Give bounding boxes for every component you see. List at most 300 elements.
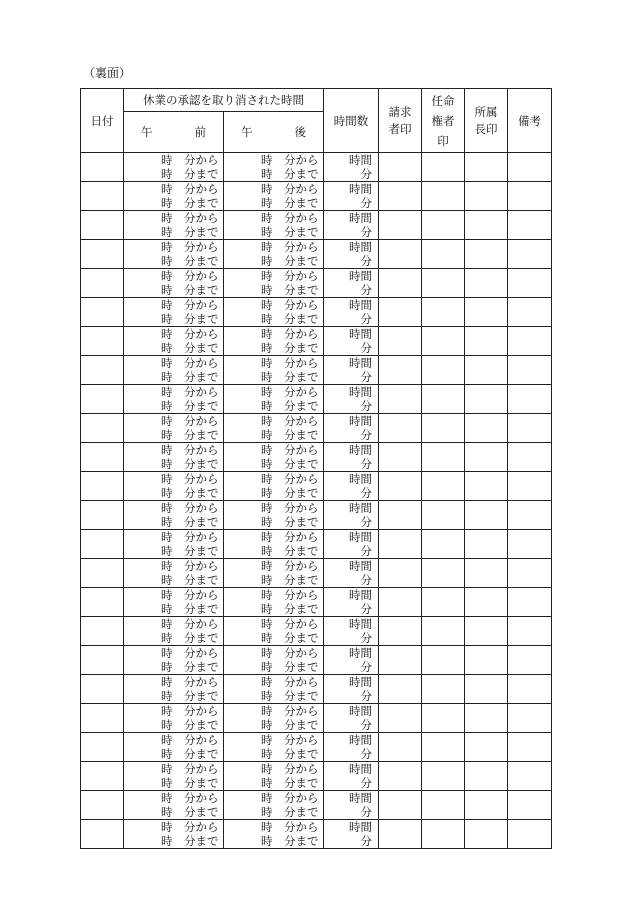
header-pm-char2: 後: [294, 125, 306, 139]
pm-to-hour-label: 時: [261, 515, 273, 529]
am-time-cell[interactable]: [124, 791, 224, 820]
am-time-cell[interactable]: [124, 588, 224, 617]
remarks-cell[interactable]: [508, 646, 552, 675]
am-to-minute-label: 分まで: [184, 805, 219, 819]
date-cell[interactable]: [81, 298, 124, 327]
appointer-seal-cell[interactable]: [422, 617, 465, 646]
hours-cell[interactable]: [324, 530, 379, 559]
table-row: [81, 501, 552, 530]
chief-seal-cell[interactable]: [465, 733, 508, 762]
hours-cell[interactable]: [324, 356, 379, 385]
am-to-hour-label: 時: [161, 225, 173, 239]
appointer-seal-cell[interactable]: [422, 298, 465, 327]
hours-cell[interactable]: [324, 327, 379, 356]
appointer-seal-cell[interactable]: [422, 327, 465, 356]
remarks-cell[interactable]: [508, 414, 552, 443]
am-to-hour-label: 時: [161, 834, 173, 848]
requester-seal-cell[interactable]: [379, 646, 422, 675]
hours-cell[interactable]: [324, 559, 379, 588]
requester-seal-cell[interactable]: [379, 414, 422, 443]
hours-label: 時間: [349, 211, 372, 225]
date-cell[interactable]: [81, 675, 124, 704]
header-appointer-seal: [422, 89, 465, 153]
remarks-cell[interactable]: [508, 182, 552, 211]
requester-seal-cell[interactable]: [379, 240, 422, 269]
remarks-cell[interactable]: [508, 762, 552, 791]
chief-seal-cell[interactable]: [465, 298, 508, 327]
remarks-cell[interactable]: [508, 472, 552, 501]
chief-seal-cell[interactable]: [465, 153, 508, 182]
remarks-cell[interactable]: [508, 675, 552, 704]
date-cell[interactable]: [81, 356, 124, 385]
remarks-cell[interactable]: [508, 501, 552, 530]
am-time-cell[interactable]: [124, 530, 224, 559]
hours-label: 時間: [349, 153, 372, 167]
hours-cell[interactable]: [324, 269, 379, 298]
requester-seal-cell[interactable]: [379, 791, 422, 820]
minutes-label: 分: [360, 718, 372, 732]
appointer-seal-cell[interactable]: [422, 443, 465, 472]
requester-seal-cell[interactable]: [379, 820, 422, 849]
pm-to-minute-label: 分まで: [284, 196, 319, 210]
date-cell[interactable]: [81, 501, 124, 530]
remarks-cell[interactable]: [508, 733, 552, 762]
am-time-cell[interactable]: [124, 675, 224, 704]
leave-cancellation-table: [80, 88, 552, 849]
remarks-cell[interactable]: [508, 443, 552, 472]
pm-from-minute-label: 分から: [284, 298, 319, 312]
pm-time-cell[interactable]: [224, 182, 324, 211]
minutes-label: 分: [360, 254, 372, 268]
pm-from-hour-label: 時: [261, 820, 273, 834]
am-from-minute-label: 分から: [184, 646, 219, 660]
appointer-seal-cell[interactable]: [422, 472, 465, 501]
am-to-hour-label: 時: [161, 631, 173, 645]
remarks-cell[interactable]: [508, 704, 552, 733]
hours-cell[interactable]: [324, 501, 379, 530]
pm-time-cell[interactable]: [224, 240, 324, 269]
am-to-minute-label: 分まで: [184, 544, 219, 558]
chief-seal-cell[interactable]: [465, 211, 508, 240]
am-time-cell[interactable]: [124, 240, 224, 269]
header-pm-char1: 午: [241, 125, 253, 139]
chief-seal-cell[interactable]: [465, 443, 508, 472]
requester-seal-cell[interactable]: [379, 153, 422, 182]
am-time-cell[interactable]: [124, 385, 224, 414]
pm-time-cell[interactable]: [224, 617, 324, 646]
hours-cell[interactable]: [324, 646, 379, 675]
am-from-hour-label: 時: [161, 733, 173, 747]
am-time-cell[interactable]: [124, 559, 224, 588]
am-from-hour-label: 時: [161, 211, 173, 225]
appointer-seal-cell[interactable]: [422, 501, 465, 530]
am-from-minute-label: 分から: [184, 704, 219, 718]
am-time-cell[interactable]: [124, 704, 224, 733]
appointer-seal-cell[interactable]: [422, 646, 465, 675]
requester-seal-cell[interactable]: [379, 617, 422, 646]
pm-to-minute-label: 分まで: [284, 718, 319, 732]
pm-from-minute-label: 分から: [284, 820, 319, 834]
pm-from-minute-label: 分から: [284, 762, 319, 776]
appointer-seal-cell[interactable]: [422, 211, 465, 240]
pm-from-hour-label: 時: [261, 385, 273, 399]
pm-from-minute-label: 分から: [284, 182, 319, 196]
pm-from-hour-label: 時: [261, 153, 273, 167]
chief-seal-cell[interactable]: [465, 327, 508, 356]
hours-cell[interactable]: [324, 762, 379, 791]
date-cell[interactable]: [81, 182, 124, 211]
pm-to-hour-label: 時: [261, 602, 273, 616]
hours-cell[interactable]: [324, 182, 379, 211]
pm-time-cell[interactable]: [224, 588, 324, 617]
pm-to-minute-label: 分まで: [284, 602, 319, 616]
date-cell[interactable]: [81, 530, 124, 559]
header-appointer-seal-line1: 任命: [431, 93, 455, 108]
hours-label: 時間: [349, 472, 372, 486]
remarks-cell[interactable]: [508, 617, 552, 646]
hours-label: 時間: [349, 414, 372, 428]
pm-from-minute-label: 分から: [284, 733, 319, 747]
hours-label: 時間: [349, 327, 372, 341]
requester-seal-cell[interactable]: [379, 588, 422, 617]
am-time-cell[interactable]: [124, 472, 224, 501]
chief-seal-cell[interactable]: [465, 791, 508, 820]
am-to-minute-label: 分まで: [184, 167, 219, 181]
am-to-hour-label: 時: [161, 370, 173, 384]
table-row: [81, 820, 552, 849]
chief-seal-cell[interactable]: [465, 646, 508, 675]
pm-time-cell[interactable]: [224, 791, 324, 820]
minutes-label: 分: [360, 515, 372, 529]
date-cell[interactable]: [81, 385, 124, 414]
chief-seal-cell[interactable]: [465, 617, 508, 646]
pm-time-cell[interactable]: [224, 356, 324, 385]
appointer-seal-cell[interactable]: [422, 269, 465, 298]
hours-cell[interactable]: [324, 704, 379, 733]
pm-from-minute-label: 分から: [284, 675, 319, 689]
am-from-hour-label: 時: [161, 617, 173, 631]
pm-from-minute-label: 分から: [284, 530, 319, 544]
requester-seal-cell[interactable]: [379, 269, 422, 298]
remarks-cell[interactable]: [508, 356, 552, 385]
pm-from-minute-label: 分から: [284, 791, 319, 805]
hours-label: 時間: [349, 704, 372, 718]
date-cell[interactable]: [81, 211, 124, 240]
chief-seal-cell[interactable]: [465, 356, 508, 385]
requester-seal-cell[interactable]: [379, 704, 422, 733]
pm-to-minute-label: 分まで: [284, 776, 319, 790]
table-row: [81, 762, 552, 791]
am-time-cell[interactable]: [124, 443, 224, 472]
am-time-cell[interactable]: [124, 269, 224, 298]
date-cell[interactable]: [81, 240, 124, 269]
appointer-seal-cell[interactable]: [422, 153, 465, 182]
date-cell[interactable]: [81, 414, 124, 443]
am-from-minute-label: 分から: [184, 385, 219, 399]
appointer-seal-cell[interactable]: [422, 675, 465, 704]
appointer-seal-cell[interactable]: [422, 385, 465, 414]
chief-seal-cell[interactable]: [465, 559, 508, 588]
hours-cell[interactable]: [324, 472, 379, 501]
pm-to-minute-label: 分まで: [284, 341, 319, 355]
appointer-seal-cell[interactable]: [422, 704, 465, 733]
chief-seal-cell[interactable]: [465, 182, 508, 211]
am-time-cell[interactable]: [124, 617, 224, 646]
hours-label: 時間: [349, 356, 372, 370]
date-cell[interactable]: [81, 327, 124, 356]
am-time-cell[interactable]: [124, 501, 224, 530]
hours-cell[interactable]: [324, 153, 379, 182]
chief-seal-cell[interactable]: [465, 530, 508, 559]
date-cell[interactable]: [81, 820, 124, 849]
appointer-seal-cell[interactable]: [422, 588, 465, 617]
am-from-hour-label: 時: [161, 414, 173, 428]
am-from-minute-label: 分から: [184, 617, 219, 631]
remarks-cell[interactable]: [508, 153, 552, 182]
am-to-minute-label: 分まで: [184, 457, 219, 471]
appointer-seal-cell[interactable]: [422, 820, 465, 849]
requester-seal-cell[interactable]: [379, 298, 422, 327]
pm-time-cell[interactable]: [224, 269, 324, 298]
pm-time-cell[interactable]: [224, 385, 324, 414]
appointer-seal-cell[interactable]: [422, 414, 465, 443]
requester-seal-cell[interactable]: [379, 733, 422, 762]
pm-to-minute-label: 分まで: [284, 573, 319, 587]
minutes-label: 分: [360, 573, 372, 587]
remarks-cell[interactable]: [508, 327, 552, 356]
pm-time-cell[interactable]: [224, 675, 324, 704]
hours-cell[interactable]: [324, 414, 379, 443]
hours-label: 時間: [349, 385, 372, 399]
hours-cell[interactable]: [324, 733, 379, 762]
am-time-cell[interactable]: [124, 356, 224, 385]
pm-time-cell[interactable]: [224, 414, 324, 443]
chief-seal-cell[interactable]: [465, 588, 508, 617]
pm-time-cell[interactable]: [224, 559, 324, 588]
pm-to-hour-label: 時: [261, 805, 273, 819]
date-cell[interactable]: [81, 269, 124, 298]
pm-time-cell[interactable]: [224, 472, 324, 501]
pm-time-cell[interactable]: [224, 646, 324, 675]
pm-time-cell[interactable]: [224, 443, 324, 472]
pm-time-cell[interactable]: [224, 820, 324, 849]
am-time-cell[interactable]: [124, 733, 224, 762]
requester-seal-cell[interactable]: [379, 182, 422, 211]
pm-time-cell[interactable]: [224, 501, 324, 530]
requester-seal-cell[interactable]: [379, 762, 422, 791]
remarks-cell[interactable]: [508, 559, 552, 588]
pm-time-cell[interactable]: [224, 530, 324, 559]
remarks-cell[interactable]: [508, 240, 552, 269]
hours-label: 時間: [349, 646, 372, 660]
remarks-cell[interactable]: [508, 269, 552, 298]
date-cell[interactable]: [81, 617, 124, 646]
chief-seal-cell[interactable]: [465, 269, 508, 298]
pm-to-minute-label: 分まで: [284, 457, 319, 471]
appointer-seal-cell[interactable]: [422, 791, 465, 820]
pm-time-cell[interactable]: [224, 211, 324, 240]
appointer-seal-cell[interactable]: [422, 733, 465, 762]
hours-cell[interactable]: [324, 240, 379, 269]
am-time-cell[interactable]: [124, 153, 224, 182]
am-time-cell[interactable]: [124, 414, 224, 443]
pm-from-minute-label: 分から: [284, 385, 319, 399]
hours-cell[interactable]: [324, 617, 379, 646]
remarks-cell[interactable]: [508, 791, 552, 820]
am-time-cell[interactable]: [124, 211, 224, 240]
remarks-cell[interactable]: [508, 530, 552, 559]
am-to-minute-label: 分まで: [184, 776, 219, 790]
am-to-hour-label: 時: [161, 718, 173, 732]
appointer-seal-cell[interactable]: [422, 762, 465, 791]
pm-time-cell[interactable]: [224, 704, 324, 733]
appointer-seal-cell[interactable]: [422, 182, 465, 211]
hours-cell[interactable]: [324, 820, 379, 849]
pm-time-cell[interactable]: [224, 327, 324, 356]
pm-from-minute-label: 分から: [284, 211, 319, 225]
pm-to-minute-label: 分まで: [284, 167, 319, 181]
requester-seal-cell[interactable]: [379, 675, 422, 704]
date-cell[interactable]: [81, 443, 124, 472]
requester-seal-cell[interactable]: [379, 327, 422, 356]
am-to-hour-label: 時: [161, 747, 173, 761]
pm-from-minute-label: 分から: [284, 704, 319, 718]
pm-time-cell[interactable]: [224, 153, 324, 182]
am-time-cell[interactable]: [124, 820, 224, 849]
chief-seal-cell[interactable]: [465, 414, 508, 443]
minutes-label: 分: [360, 776, 372, 790]
appointer-seal-cell[interactable]: [422, 356, 465, 385]
minutes-label: 分: [360, 283, 372, 297]
minutes-label: 分: [360, 689, 372, 703]
hours-cell[interactable]: [324, 298, 379, 327]
date-cell[interactable]: [81, 646, 124, 675]
am-to-minute-label: 分まで: [184, 341, 219, 355]
date-cell[interactable]: [81, 733, 124, 762]
am-to-minute-label: 分まで: [184, 515, 219, 529]
pm-from-hour-label: 時: [261, 211, 273, 225]
hours-cell[interactable]: [324, 211, 379, 240]
chief-seal-cell[interactable]: [465, 240, 508, 269]
pm-from-hour-label: 時: [261, 675, 273, 689]
date-cell[interactable]: [81, 762, 124, 791]
requester-seal-cell[interactable]: [379, 559, 422, 588]
chief-seal-cell[interactable]: [465, 762, 508, 791]
table-row: [81, 472, 552, 501]
minutes-label: 分: [360, 399, 372, 413]
requester-seal-cell[interactable]: [379, 211, 422, 240]
requester-seal-cell[interactable]: [379, 443, 422, 472]
am-time-cell[interactable]: [124, 646, 224, 675]
requester-seal-cell[interactable]: [379, 530, 422, 559]
am-time-cell[interactable]: [124, 298, 224, 327]
date-cell[interactable]: [81, 704, 124, 733]
am-from-hour-label: 時: [161, 588, 173, 602]
hours-cell[interactable]: [324, 443, 379, 472]
chief-seal-cell[interactable]: [465, 472, 508, 501]
am-to-hour-label: 時: [161, 254, 173, 268]
requester-seal-cell[interactable]: [379, 385, 422, 414]
table-row: [81, 704, 552, 733]
hours-cell[interactable]: [324, 385, 379, 414]
am-from-minute-label: 分から: [184, 356, 219, 370]
pm-from-minute-label: 分から: [284, 559, 319, 573]
am-to-hour-label: 時: [161, 486, 173, 500]
header-chief-seal-line1: 所属: [474, 104, 498, 119]
am-to-hour-label: 時: [161, 573, 173, 587]
remarks-cell[interactable]: [508, 820, 552, 849]
am-time-cell[interactable]: [124, 182, 224, 211]
date-cell[interactable]: [81, 791, 124, 820]
pm-to-hour-label: 時: [261, 312, 273, 326]
requester-seal-cell[interactable]: [379, 501, 422, 530]
chief-seal-cell[interactable]: [465, 385, 508, 414]
am-time-cell[interactable]: [124, 327, 224, 356]
requester-seal-cell[interactable]: [379, 472, 422, 501]
remarks-cell[interactable]: [508, 588, 552, 617]
pm-to-hour-label: 時: [261, 428, 273, 442]
appointer-seal-cell[interactable]: [422, 530, 465, 559]
table-row: [81, 675, 552, 704]
hours-label: 時間: [349, 791, 372, 805]
chief-seal-cell[interactable]: [465, 501, 508, 530]
pm-to-hour-label: 時: [261, 486, 273, 500]
pm-from-hour-label: 時: [261, 182, 273, 196]
am-to-hour-label: 時: [161, 196, 173, 210]
hours-cell[interactable]: [324, 791, 379, 820]
am-from-hour-label: 時: [161, 704, 173, 718]
am-to-minute-label: 分まで: [184, 486, 219, 500]
date-cell[interactable]: [81, 153, 124, 182]
appointer-seal-cell[interactable]: [422, 559, 465, 588]
pm-time-cell[interactable]: [224, 762, 324, 791]
am-from-minute-label: 分から: [184, 791, 219, 805]
remarks-cell[interactable]: [508, 385, 552, 414]
date-cell[interactable]: [81, 588, 124, 617]
hours-label: 時間: [349, 762, 372, 776]
remarks-cell[interactable]: [508, 211, 552, 240]
hours-cell[interactable]: [324, 675, 379, 704]
chief-seal-cell[interactable]: [465, 675, 508, 704]
am-time-cell[interactable]: [124, 762, 224, 791]
header-chief-seal-line2: 長印: [474, 121, 498, 136]
pm-time-cell[interactable]: [224, 298, 324, 327]
pm-from-hour-label: 時: [261, 501, 273, 515]
am-to-hour-label: 時: [161, 515, 173, 529]
chief-seal-cell[interactable]: [465, 820, 508, 849]
pm-to-hour-label: 時: [261, 544, 273, 558]
header-date: 日付: [81, 89, 124, 153]
pm-from-hour-label: 時: [261, 704, 273, 718]
remarks-cell[interactable]: [508, 298, 552, 327]
chief-seal-cell[interactable]: [465, 704, 508, 733]
pm-time-cell[interactable]: [224, 733, 324, 762]
am-from-minute-label: 分から: [184, 733, 219, 747]
pm-from-minute-label: 分から: [284, 356, 319, 370]
am-to-hour-label: 時: [161, 602, 173, 616]
am-to-minute-label: 分まで: [184, 283, 219, 297]
pm-from-hour-label: 時: [261, 617, 273, 631]
am-to-minute-label: 分まで: [184, 370, 219, 384]
date-cell[interactable]: [81, 559, 124, 588]
requester-seal-cell[interactable]: [379, 356, 422, 385]
appointer-seal-cell[interactable]: [422, 240, 465, 269]
date-cell[interactable]: [81, 472, 124, 501]
table-row: [81, 733, 552, 762]
hours-cell[interactable]: [324, 588, 379, 617]
pm-from-hour-label: 時: [261, 443, 273, 457]
am-to-hour-label: 時: [161, 167, 173, 181]
